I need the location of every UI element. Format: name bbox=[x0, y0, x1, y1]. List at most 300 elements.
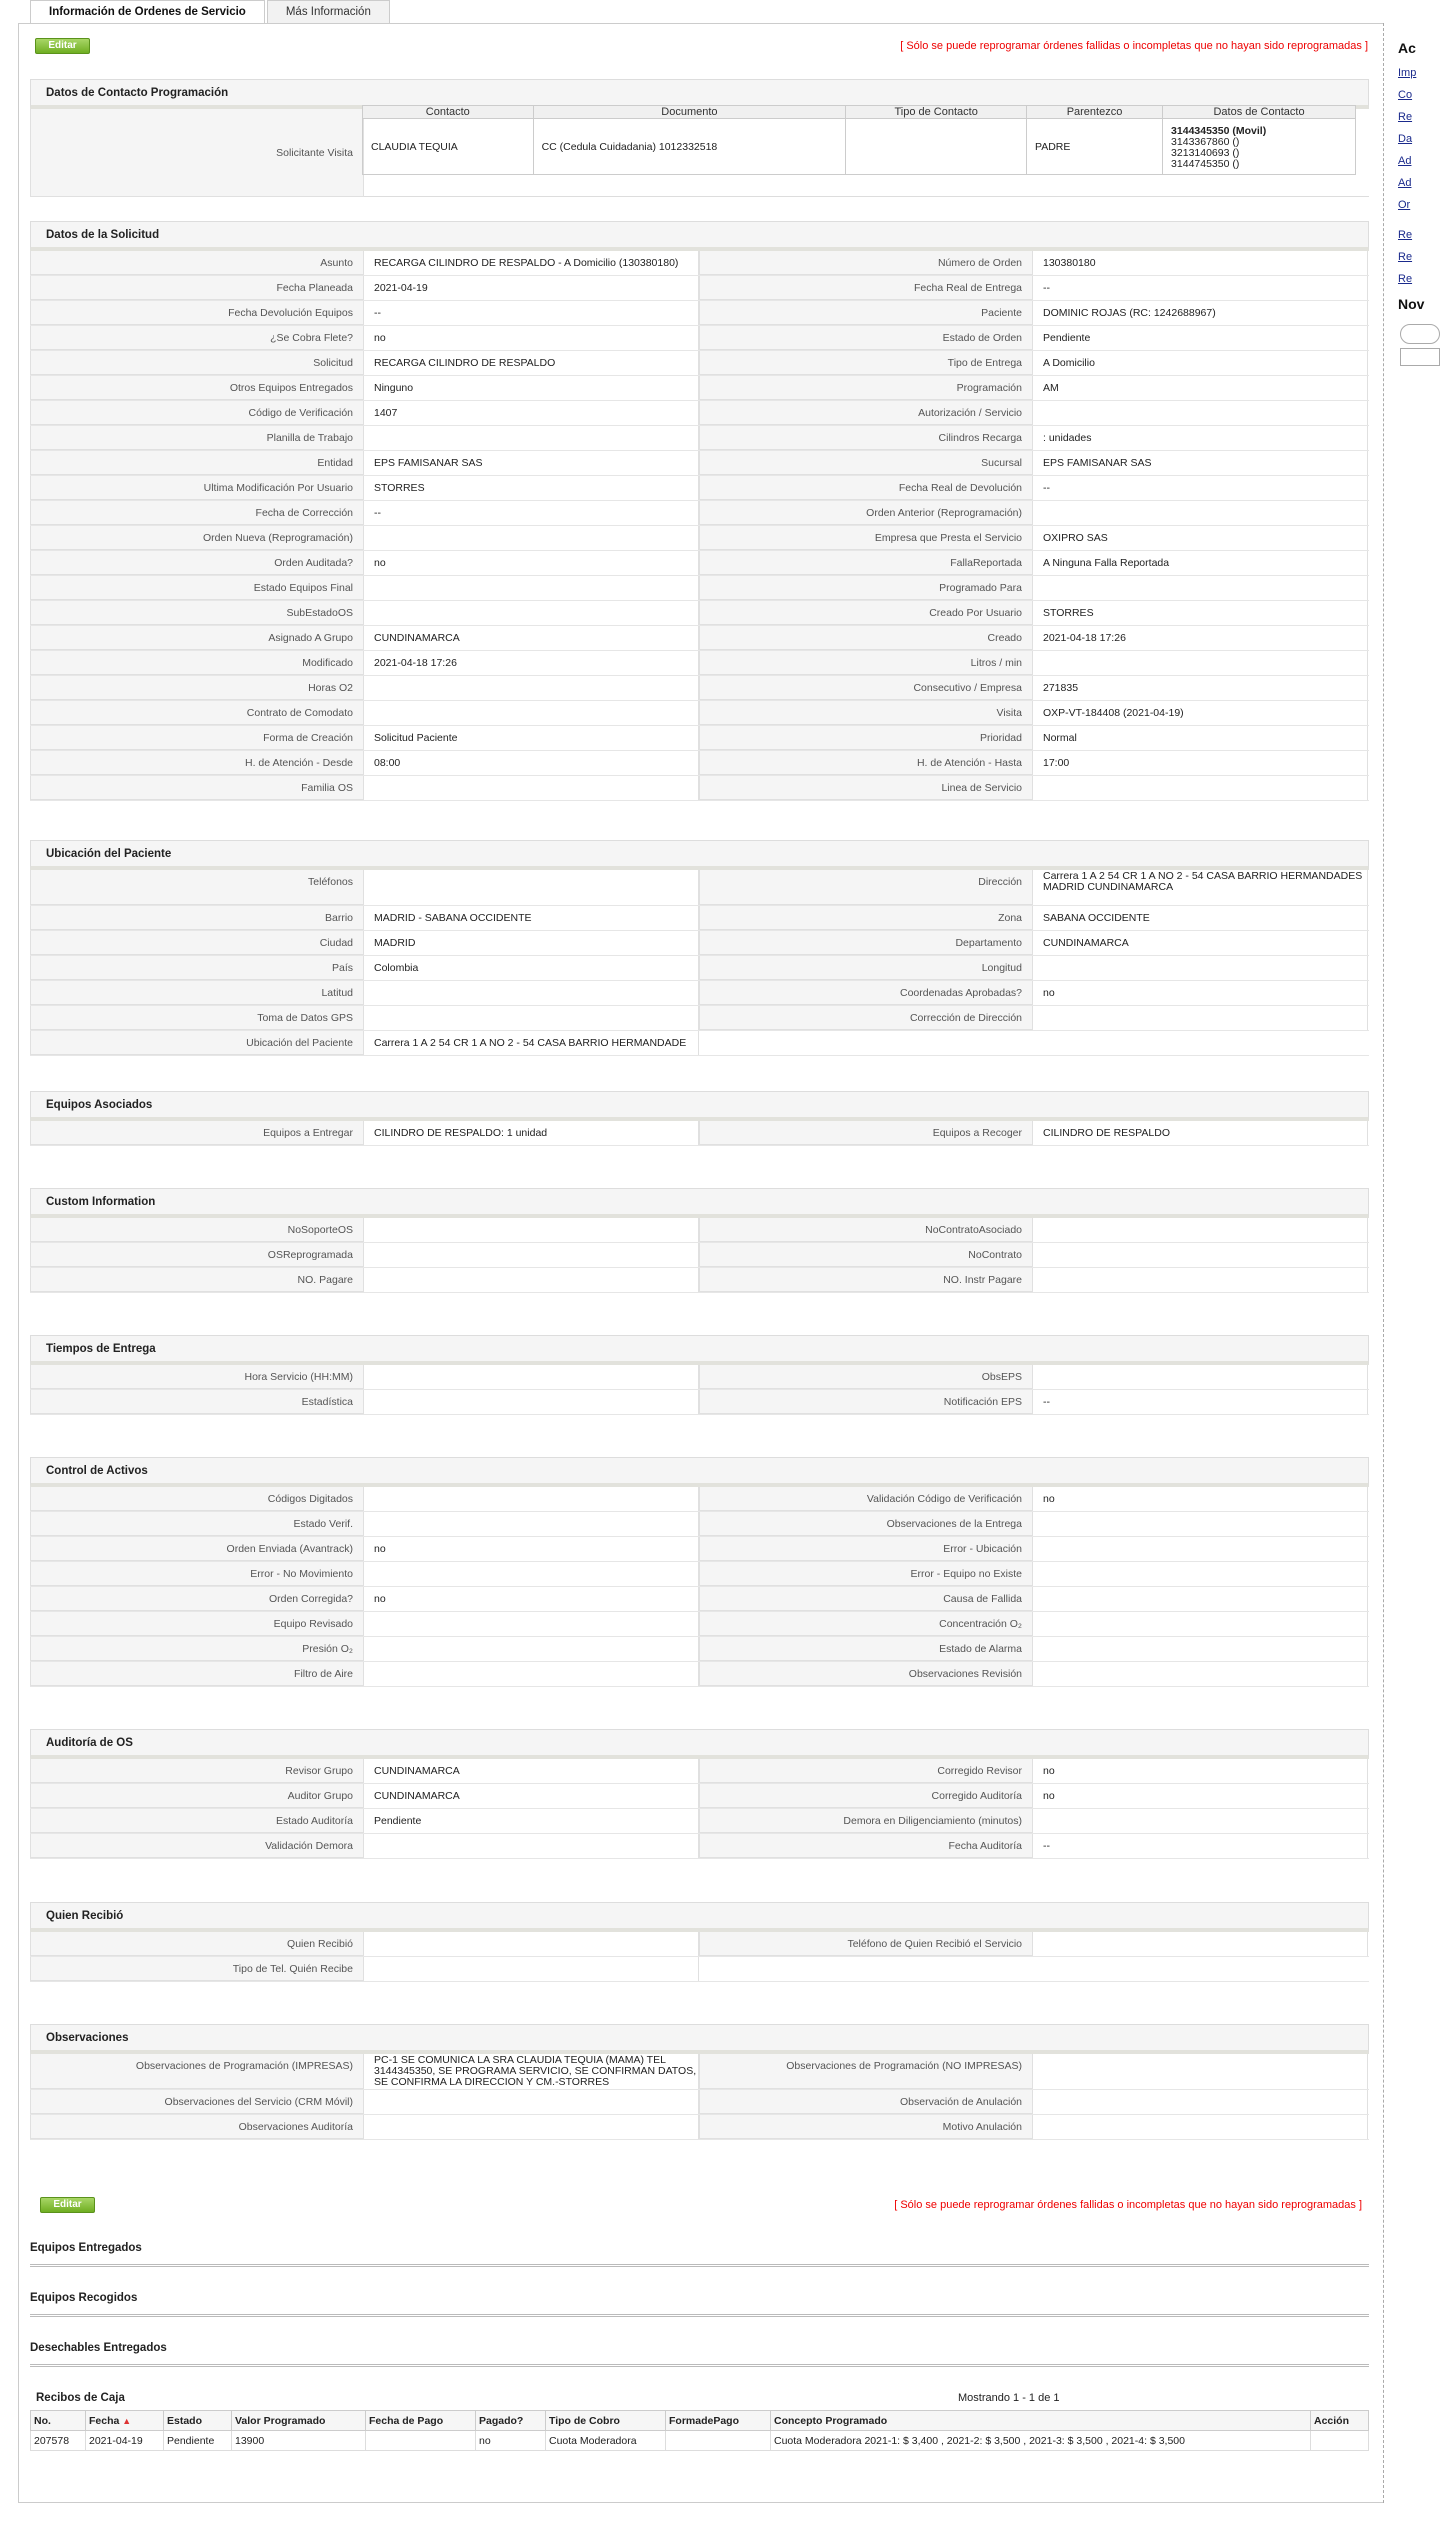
field-row bbox=[30, 1662, 1369, 1687]
field-value: OXP-VT-184408 (2021-04-19) bbox=[1033, 701, 1368, 725]
field-label: Observaciones Revisión bbox=[699, 1662, 1033, 1686]
section-title: Custom Information bbox=[30, 1188, 1369, 1218]
field-value bbox=[364, 981, 699, 1005]
field-label: Litros / min bbox=[699, 651, 1033, 675]
sidebar-link[interactable]: Da bbox=[1398, 133, 1413, 145]
field-label: Dirección bbox=[699, 870, 1033, 905]
field-label: Código de Verificación bbox=[30, 401, 364, 425]
field-label: Contrato de Comodato bbox=[30, 701, 364, 725]
sidebar-link[interactable]: Ad bbox=[1398, 177, 1412, 189]
field-value bbox=[1033, 1637, 1368, 1661]
field-label: Códigos Digitados bbox=[30, 1487, 364, 1511]
cell: Cuota Moderadora 2021-1: $ 3,400 , 2021-2: $ 3,500 , 2021-3: $ 3,500 , 2021-4: $ 3,500 bbox=[771, 2431, 1311, 2451]
field-value: MADRID bbox=[364, 931, 699, 955]
field-label: NoContratoAsociado bbox=[699, 1218, 1033, 1242]
field-value: 08:00 bbox=[364, 751, 699, 775]
field-row bbox=[30, 701, 1369, 726]
field-value: -- bbox=[364, 501, 699, 525]
field-value bbox=[364, 526, 699, 550]
field-value bbox=[364, 1637, 699, 1661]
field-label: Error - Ubicación bbox=[699, 1537, 1033, 1561]
field-value: Normal bbox=[1033, 726, 1368, 750]
field-row bbox=[30, 676, 1369, 701]
contact-relation: PADRE bbox=[1027, 119, 1163, 175]
cell: 207578 bbox=[31, 2431, 86, 2451]
field-label: Fecha Devolución Equipos bbox=[30, 301, 364, 325]
field-label: Estadística bbox=[30, 1390, 364, 1414]
field-value bbox=[1033, 2054, 1368, 2089]
field-label: Barrio bbox=[30, 906, 364, 930]
field-value: A Ninguna Falla Reportada bbox=[1033, 551, 1368, 575]
field-label: Ultima Modificación Por Usuario bbox=[30, 476, 364, 500]
sidebar-link[interactable]: Re bbox=[1398, 111, 1413, 123]
field-label: Sucursal bbox=[699, 451, 1033, 475]
field-label: Paciente bbox=[699, 301, 1033, 325]
field-label: NoSoporteOS bbox=[30, 1218, 364, 1242]
field-value bbox=[364, 776, 699, 800]
recibos-title: Recibos de Caja bbox=[36, 2392, 125, 2404]
col-header[interactable]: FormadePago bbox=[666, 2411, 771, 2431]
field-row bbox=[30, 476, 1369, 501]
field-value bbox=[364, 1487, 699, 1511]
field-label: Fecha Real de Devolución bbox=[699, 476, 1033, 500]
field-row bbox=[30, 1218, 1369, 1243]
field-label: SubEstadoOS bbox=[30, 601, 364, 625]
field-label: Asunto bbox=[30, 251, 364, 275]
field-label: NO. Instr Pagare bbox=[699, 1268, 1033, 1292]
field-label: Equipo Revisado bbox=[30, 1612, 364, 1636]
section-title: Auditoría de OS bbox=[30, 1729, 1369, 1759]
contact-phone: 3144745350 () bbox=[1171, 157, 1240, 170]
field-row bbox=[30, 601, 1369, 626]
field-label: Notificación EPS bbox=[699, 1390, 1033, 1414]
field-value bbox=[364, 1006, 699, 1030]
field-row bbox=[30, 1512, 1369, 1537]
section-title: Tiempos de Entrega bbox=[30, 1335, 1369, 1365]
field-label: Revisor Grupo bbox=[30, 1759, 364, 1783]
field-value bbox=[1033, 2115, 1368, 2139]
contact-phone: 3143367860 () bbox=[1171, 135, 1240, 148]
field-label: Fecha de Corrección bbox=[30, 501, 364, 525]
field-value: CILINDRO DE RESPALDO bbox=[1033, 1121, 1368, 1145]
field-value: 2021-04-19 bbox=[364, 276, 699, 300]
field-label: Observaciones del Servicio (CRM Móvil) bbox=[30, 2090, 364, 2114]
sidebar-link[interactable]: Re bbox=[1398, 273, 1413, 285]
field-value: Carrera 1 A 2 54 CR 1 A NO 2 - 54 CASA BARRIO HERMANDADE bbox=[364, 1031, 699, 1055]
field-label: Empresa que Presta el Servicio bbox=[699, 526, 1033, 550]
field-value: no bbox=[364, 1537, 699, 1561]
field-value bbox=[364, 2090, 699, 2114]
field-row bbox=[30, 651, 1369, 676]
section-title: Observaciones bbox=[30, 2024, 1369, 2054]
text-input[interactable] bbox=[1400, 348, 1440, 366]
field-value: EPS FAMISANAR SAS bbox=[1033, 451, 1368, 475]
section-3 bbox=[30, 1091, 1369, 1146]
section-2 bbox=[30, 840, 1369, 1056]
field-value bbox=[1033, 1612, 1368, 1636]
cell: no bbox=[476, 2431, 546, 2451]
field-row bbox=[30, 1784, 1369, 1809]
field-label: OSReprogramada bbox=[30, 1243, 364, 1267]
field-value: CUNDINAMARCA bbox=[364, 1784, 699, 1808]
field-label: Auditor Grupo bbox=[30, 1784, 364, 1808]
block-title: Equipos Recogidos bbox=[30, 2292, 138, 2304]
field-label: NO. Pagare bbox=[30, 1268, 364, 1292]
col-header[interactable]: Tipo de Cobro bbox=[546, 2411, 666, 2431]
field-row bbox=[30, 931, 1369, 956]
field-value bbox=[1033, 501, 1368, 525]
field-label: Prioridad bbox=[699, 726, 1033, 750]
field-value: no bbox=[1033, 1784, 1368, 1808]
field-row bbox=[30, 870, 1369, 906]
field-value bbox=[1033, 1562, 1368, 1586]
contact-phones bbox=[1163, 119, 1356, 175]
tab-info-ordenes[interactable]: Información de Ordenes de Servicio bbox=[30, 0, 265, 24]
field-label: Linea de Servicio bbox=[699, 776, 1033, 800]
section-title: Control de Activos bbox=[30, 1457, 1369, 1487]
field-value bbox=[364, 1612, 699, 1636]
field-value bbox=[1033, 1006, 1368, 1030]
field-value: no bbox=[1033, 981, 1368, 1005]
field-value: Solicitud Paciente bbox=[364, 726, 699, 750]
field-row bbox=[30, 1809, 1369, 1834]
field-label: Ubicación del Paciente bbox=[30, 1031, 364, 1055]
field-label: Orden Anterior (Reprogramación) bbox=[699, 501, 1033, 525]
field-label: Orden Nueva (Reprogramación) bbox=[30, 526, 364, 550]
sidebar-link[interactable]: Ad bbox=[1398, 155, 1412, 167]
field-label: Equipos a Recoger bbox=[699, 1121, 1033, 1145]
field-value bbox=[364, 1268, 699, 1292]
field-label: Longitud bbox=[699, 956, 1033, 980]
field-label: Latitud bbox=[30, 981, 364, 1005]
field-label: Estado Equipos Final bbox=[30, 576, 364, 600]
field-row bbox=[30, 2090, 1369, 2115]
section-7 bbox=[30, 1729, 1369, 1859]
field-label: Forma de Creación bbox=[30, 726, 364, 750]
field-label: ¿Se Cobra Flete? bbox=[30, 326, 364, 350]
field-value: PC-1 SE COMUNICA LA SRA CLAUDIA TEQUIA (MAMA) TEL 3144345350, SE PROGRAMA SERVICIO, SE CONFIRMAN DATOS, SE CONFIRMA LA DIRECCION Y CM.-STORRES bbox=[364, 2054, 699, 2089]
field-value: -- bbox=[1033, 1834, 1368, 1858]
field-value: no bbox=[1033, 1487, 1368, 1511]
field-value: STORRES bbox=[1033, 601, 1368, 625]
field-value: STORRES bbox=[364, 476, 699, 500]
field-value bbox=[1033, 1268, 1368, 1292]
field-label: Programado Para bbox=[699, 576, 1033, 600]
field-label: Asignado A Grupo bbox=[30, 626, 364, 650]
field-label: Tipo de Entrega bbox=[699, 351, 1033, 375]
contact-document: CC (Cedula Cuidadania) 1012332518 bbox=[533, 119, 846, 175]
section-6 bbox=[30, 1457, 1369, 1687]
field-value bbox=[1033, 1932, 1368, 1956]
contact-table bbox=[362, 105, 1356, 175]
section-5 bbox=[30, 1335, 1369, 1415]
field-row bbox=[30, 1365, 1369, 1390]
field-label: Visita bbox=[699, 701, 1033, 725]
field-label: Orden Auditada? bbox=[30, 551, 364, 575]
col-header[interactable]: Fecha de Pago bbox=[366, 2411, 476, 2431]
contact-phone: 3213140693 () bbox=[1171, 146, 1240, 159]
field-row bbox=[30, 1268, 1369, 1293]
field-label: NoContrato bbox=[699, 1243, 1033, 1267]
col-header-sorted[interactable] bbox=[86, 2411, 164, 2431]
field-row bbox=[30, 1932, 1369, 1957]
field-value: Carrera 1 A 2 54 CR 1 A NO 2 - 54 CASA BARRIO HERMANDADES MADRID CUNDINAMARCA bbox=[1033, 870, 1368, 905]
field-row bbox=[30, 526, 1369, 551]
field-value: no bbox=[364, 326, 699, 350]
section-title: Datos de la Solicitud bbox=[30, 221, 1369, 251]
field-value bbox=[364, 676, 699, 700]
field-row bbox=[30, 2054, 1369, 2090]
field-value bbox=[1033, 1512, 1368, 1536]
field-value: A Domicilio bbox=[1033, 351, 1368, 375]
sidebar-link[interactable]: Re bbox=[1398, 229, 1413, 241]
table-row[interactable] bbox=[31, 2431, 1369, 2451]
field-value bbox=[1033, 956, 1368, 980]
col-header[interactable]: Valor Programado bbox=[232, 2411, 366, 2431]
field-row bbox=[30, 276, 1369, 301]
field-row bbox=[30, 1562, 1369, 1587]
field-value: : unidades bbox=[1033, 426, 1368, 450]
sidebar-link[interactable]: Or bbox=[1398, 199, 1411, 211]
field-value: 271835 bbox=[1033, 676, 1368, 700]
cell bbox=[366, 2431, 476, 2451]
field-value: OXIPRO SAS bbox=[1033, 526, 1368, 550]
field-row bbox=[30, 326, 1369, 351]
field-label: Concentración O₂ bbox=[699, 1612, 1033, 1636]
field-label: H. de Atención - Desde bbox=[30, 751, 364, 775]
cell bbox=[1311, 2431, 1369, 2451]
field-label: Error - No Movimiento bbox=[30, 1562, 364, 1586]
field-label: Departamento bbox=[699, 931, 1033, 955]
tab-mas-informacion[interactable]: Más Información bbox=[267, 0, 390, 24]
field-label: Quien Recibió bbox=[30, 1932, 364, 1956]
field-row bbox=[30, 1390, 1369, 1415]
field-label: Observaciones de Programación (IMPRESAS) bbox=[30, 2054, 364, 2089]
field-value bbox=[364, 1662, 699, 1686]
field-label: Observaciones Auditoría bbox=[30, 2115, 364, 2139]
field-value: EPS FAMISANAR SAS bbox=[364, 451, 699, 475]
field-row bbox=[30, 1834, 1369, 1859]
divider bbox=[1383, 23, 1384, 2503]
field-label: Observaciones de la Entrega bbox=[699, 1512, 1033, 1536]
field-row bbox=[30, 1957, 1369, 1982]
sidebar-link[interactable]: Co bbox=[1398, 89, 1413, 101]
field-label: Número de Orden bbox=[699, 251, 1033, 275]
field-label: Toma de Datos GPS bbox=[30, 1006, 364, 1030]
field-label: Fecha Auditoría bbox=[699, 1834, 1033, 1858]
field-value: Colombia bbox=[364, 956, 699, 980]
field-label: Error - Equipo no Existe bbox=[699, 1562, 1033, 1586]
field-value: CUNDINAMARCA bbox=[364, 626, 699, 650]
contact-name: CLAUDIA TEQUIA bbox=[363, 119, 534, 175]
field-row bbox=[30, 351, 1369, 376]
field-value bbox=[1033, 1537, 1368, 1561]
field-label: Entidad bbox=[30, 451, 364, 475]
equipos-recogidos-block bbox=[30, 2292, 1369, 2317]
field-label: Validación Demora bbox=[30, 1834, 364, 1858]
field-value: 2021-04-18 17:26 bbox=[1033, 626, 1368, 650]
section-1 bbox=[30, 221, 1369, 801]
field-row bbox=[30, 981, 1369, 1006]
field-row bbox=[30, 401, 1369, 426]
field-value: 17:00 bbox=[1033, 751, 1368, 775]
field-label: Teléfonos bbox=[30, 870, 364, 905]
field-value: SABANA OCCIDENTE bbox=[1033, 906, 1368, 930]
field-label: Otros Equipos Entregados bbox=[30, 376, 364, 400]
field-label: Fecha Planeada bbox=[30, 276, 364, 300]
field-value: -- bbox=[1033, 476, 1368, 500]
field-label: Zona bbox=[699, 906, 1033, 930]
tab-bar bbox=[30, 0, 392, 24]
recibos-table bbox=[30, 2410, 1369, 2451]
field-label: Corregido Revisor bbox=[699, 1759, 1033, 1783]
field-row bbox=[30, 251, 1369, 276]
field-value: CILINDRO DE RESPALDO: 1 unidad bbox=[364, 1121, 699, 1145]
sidebar-link[interactable]: Imp bbox=[1398, 67, 1417, 79]
field-row bbox=[30, 301, 1369, 326]
cell: 2021-04-19 bbox=[86, 2431, 164, 2451]
field-label: Filtro de Aire bbox=[30, 1662, 364, 1686]
col-header: Acción bbox=[1311, 2411, 1369, 2431]
col-header[interactable]: No. bbox=[31, 2411, 86, 2431]
field-label: Planilla de Trabajo bbox=[30, 426, 364, 450]
toggle-input[interactable] bbox=[1400, 324, 1440, 344]
col-header: Datos de Contacto bbox=[1163, 106, 1356, 119]
section-title: Quien Recibió bbox=[30, 1902, 1369, 1932]
field-label: Programación bbox=[699, 376, 1033, 400]
field-label: Tipo de Tel. Quién Recibe bbox=[30, 1957, 364, 1981]
field-value bbox=[364, 1365, 699, 1389]
field-value bbox=[1033, 401, 1368, 425]
col-header: Contacto bbox=[363, 106, 534, 119]
field-label: Ciudad bbox=[30, 931, 364, 955]
field-value bbox=[1033, 1809, 1368, 1833]
field-value: no bbox=[364, 551, 699, 575]
field-row bbox=[30, 751, 1369, 776]
field-row bbox=[30, 1121, 1369, 1146]
desechables-block bbox=[30, 2342, 1369, 2367]
col-header: Documento bbox=[533, 106, 846, 119]
field-label: Corrección de Dirección bbox=[699, 1006, 1033, 1030]
block-title: Desechables Entregados bbox=[30, 2342, 167, 2354]
field-row bbox=[30, 1487, 1369, 1512]
field-value: no bbox=[1033, 1759, 1368, 1783]
field-label: Orden Corregida? bbox=[30, 1587, 364, 1611]
pagination-info: Mostrando 1 - 1 de 1 bbox=[958, 2392, 1060, 2404]
field-row bbox=[30, 1587, 1369, 1612]
contact-type bbox=[846, 119, 1027, 175]
cell bbox=[666, 2431, 771, 2451]
field-label: Equipos a Entregar bbox=[30, 1121, 364, 1145]
solicitante-label: Solicitante Visita bbox=[30, 109, 364, 197]
field-label: Corregido Auditoría bbox=[699, 1784, 1033, 1808]
section-9 bbox=[30, 2024, 1369, 2140]
field-label: ObsEPS bbox=[699, 1365, 1033, 1389]
field-row bbox=[30, 626, 1369, 651]
field-value: 130380180 bbox=[1033, 251, 1368, 275]
field-row bbox=[30, 501, 1369, 526]
edit-button-bottom[interactable]: Editar bbox=[40, 2197, 95, 2213]
field-value: DOMINIC ROJAS (RC: 1242688967) bbox=[1033, 301, 1368, 325]
field-value: -- bbox=[364, 301, 699, 325]
field-label: Creado Por Usuario bbox=[699, 601, 1033, 625]
field-value: RECARGA CILINDRO DE RESPALDO - A Domicilio (130380180) bbox=[364, 251, 699, 275]
field-row bbox=[30, 1637, 1369, 1662]
field-label: Orden Enviada (Avantrack) bbox=[30, 1537, 364, 1561]
field-label: Teléfono de Quien Recibió el Servicio bbox=[699, 1932, 1033, 1956]
field-row bbox=[30, 1243, 1369, 1268]
field-row bbox=[30, 776, 1369, 801]
field-value bbox=[364, 1957, 699, 1981]
field-label: H. de Atención - Hasta bbox=[699, 751, 1033, 775]
col-header-label: Fecha bbox=[89, 2414, 120, 2427]
field-label: Cilindros Recarga bbox=[699, 426, 1033, 450]
actions-sidebar bbox=[1398, 40, 1425, 366]
section-8 bbox=[30, 1902, 1369, 1982]
section-title: Equipos Asociados bbox=[30, 1091, 1369, 1121]
field-label: Motivo Anulación bbox=[699, 2115, 1033, 2139]
field-label: Causa de Fallida bbox=[699, 1587, 1033, 1611]
field-value bbox=[364, 576, 699, 600]
field-label: Demora en Diligenciamiento (minutos) bbox=[699, 1809, 1033, 1833]
field-row bbox=[30, 1759, 1369, 1784]
field-label: Creado bbox=[699, 626, 1033, 650]
sidebar-heading: Nov bbox=[1398, 296, 1425, 312]
field-value: 1407 bbox=[364, 401, 699, 425]
field-value bbox=[364, 426, 699, 450]
field-value bbox=[1033, 1243, 1368, 1267]
field-value bbox=[364, 1932, 699, 1956]
cell: 13900 bbox=[232, 2431, 366, 2451]
field-row bbox=[30, 451, 1369, 476]
field-value: Ninguno bbox=[364, 376, 699, 400]
field-value bbox=[1033, 1662, 1368, 1686]
sidebar-link[interactable]: Re bbox=[1398, 251, 1413, 263]
field-value bbox=[1033, 2090, 1368, 2114]
reprogram-warning: [ Sólo se puede reprogramar órdenes fallidas o incompletas que no hayan sido reprogramadas ] bbox=[900, 40, 1368, 52]
field-value bbox=[1033, 776, 1368, 800]
field-row bbox=[30, 551, 1369, 576]
section-title: Ubicación del Paciente bbox=[30, 840, 1369, 870]
col-header: Parentezco bbox=[1027, 106, 1163, 119]
field-label: Familia OS bbox=[30, 776, 364, 800]
field-value: -- bbox=[1033, 1390, 1368, 1414]
sort-asc-icon: ▲ bbox=[122, 2415, 132, 2426]
field-label: Estado Verif. bbox=[30, 1512, 364, 1536]
field-value: Pendiente bbox=[1033, 326, 1368, 350]
col-header[interactable]: Estado bbox=[164, 2411, 232, 2431]
field-value bbox=[364, 1834, 699, 1858]
field-label: Autorización / Servicio bbox=[699, 401, 1033, 425]
field-label: País bbox=[30, 956, 364, 980]
field-label: Validación Código de Verificación bbox=[699, 1487, 1033, 1511]
col-header: Tipo de Contacto bbox=[846, 106, 1027, 119]
field-value bbox=[364, 1218, 699, 1242]
col-header[interactable]: Pagado? bbox=[476, 2411, 546, 2431]
field-value: Pendiente bbox=[364, 1809, 699, 1833]
col-header[interactable]: Concepto Programado bbox=[771, 2411, 1311, 2431]
field-value bbox=[1033, 1587, 1368, 1611]
field-label: Consecutivo / Empresa bbox=[699, 676, 1033, 700]
edit-button[interactable]: Editar bbox=[35, 38, 90, 54]
field-value: 2021-04-18 17:26 bbox=[364, 651, 699, 675]
reprogram-warning-bottom: [ Sólo se puede reprogramar órdenes fallidas o incompletas que no hayan sido reprogramadas ] bbox=[894, 2199, 1362, 2211]
field-value bbox=[364, 870, 699, 905]
section-title: Datos de Contacto Programación bbox=[30, 79, 1369, 109]
cell: Cuota Moderadora bbox=[546, 2431, 666, 2451]
field-value: RECARGA CILINDRO DE RESPALDO bbox=[364, 351, 699, 375]
field-value bbox=[364, 1243, 699, 1267]
